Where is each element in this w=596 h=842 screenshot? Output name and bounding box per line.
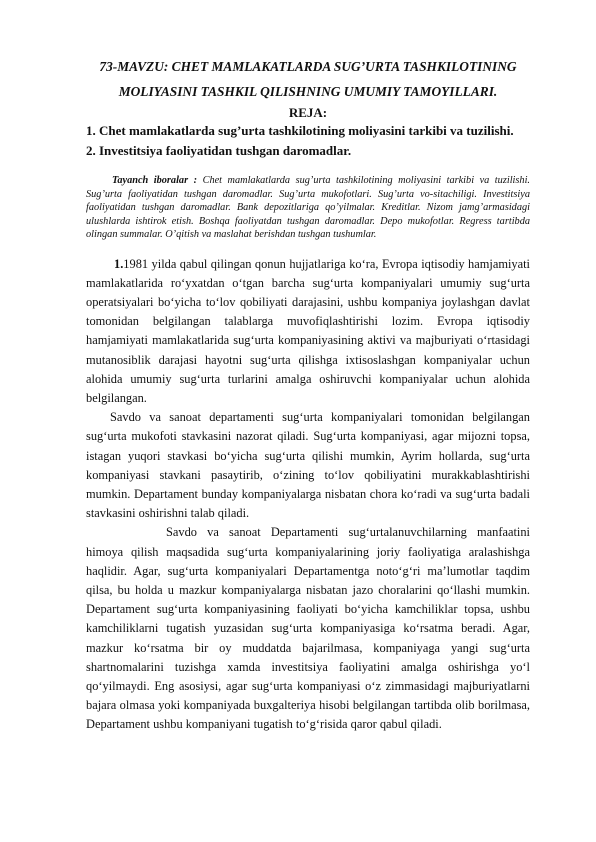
plan-heading: REJA: (288, 105, 328, 120)
lecture-title (86, 54, 530, 104)
document-page (86, 54, 530, 735)
paragraph-2: Savdo va sanoat departamenti sug‘urta kompaniyalari tomonidan belgilangan sug‘urta mukofoti stavkasini nazorat qiladi. Sug‘urta kompaniyasi, agar mijozni topsa, istagan yuqori stavkasi bo‘yicha sug‘urta qilishi mumkin, Ayrim hollarda, sug‘urta kompaniyasi stavkani pasaytirib, o‘zining to‘lov qobiliyatini murakkablashtirishi mumkin. Departament bunday kompaniyalarga nisbatan chora ko‘radi va sug‘urta badali stavkasini oshirishni talab qiladi. (86, 410, 530, 521)
title-line-1: 73-MAVZU: CHET MAMLAKATLARDA SUG’URTA TASHKILOTINING (99, 59, 517, 74)
key-terms (86, 174, 530, 242)
paragraph-number: 1. (114, 256, 124, 271)
title-line-2: MOLIYASINI TASHKIL QILISHNING UMUMIY TAMOYILLARI. (118, 84, 498, 99)
paragraph-1 (86, 255, 530, 409)
plan-item: 1. Chet mamlakatlarda sug’urta tashkilotining moliyasini tarkibi va tuzilishi. (86, 123, 514, 138)
key-terms-label: Tayanch iboralar : (112, 175, 198, 186)
plan-list (86, 121, 530, 160)
paragraph-1-text: 1981 yilda qabul qilingan qonun hujjatlariga ko‘ra, Evropa iqtisodiy hamjamiyati mamlakatlarida ro‘yxatdan o‘tgan barcha sug‘urta kompaniyalari umumiy sug‘urta operatsiyalari bo‘yicha to‘lov qobiliyati darajasini, ushbu kompaniya joylashgan davlat tomonidan belgilangan talablarga muvofiqlashtirishi lozim. Evropa iqtisodiy hamjamiyati mamlakatlarida sug‘urta kompaniyasining aktivi va majburiyati o‘rtasidagi mutanosiblik darajasi hayotni sug‘urta qilishga ixtisoslashgan kompaniyalar uchun alohida umumiy sug‘urta turlarini amalga oshiruvchi kompaniyalar uchun alohida belgilangan. (86, 256, 530, 405)
plan-item: 2. Investitsiya faoliyatidan tushgan daromadlar. (86, 142, 352, 158)
paragraph-3: Savdo va sanoat Departamenti sug‘urtalanuvchilarning manfaatini himoya qilish maqsadida sug‘urta kompaniyalarining joriy faoliyatiga aralashishga haqlidir. Agar, sug‘urta kompaniyalari Departamentga noto‘g‘ri ma’lumotlar taqdim qilsa, bu holda u mazkur kompaniyalarga nisbatan jazo choralarini qo‘llashi mumkin. Departament sug‘urta kompaniyasining faoliyati bo‘yicha kamchiliklar topsa, ushbu kamchiliklarni tugatish yuzasidan sug‘urta kompaniyasiga ko‘rsatma beradi. Agar, mazkur ko‘rsatma bir oy muddatda bajarilmasa, kompaniyaga yangi sug‘urta shartnomalarini tuzishga xamda investitsiya faoliyatini amalga oshirishga yo‘l qo‘yilmaydi. Eng asosiysi, agar sug‘urta kompaniyasi o‘z zimmasidagi majburiyatlarni bajara olmasa yoki kompaniyada buxgalteriya hisobi belgilangan tartibda olib borilmasa, Departament ushbu kompaniyani tugatish to‘g‘risida qaror qabul qiladi. (86, 525, 530, 732)
key-terms-text: Chet mamlakatlarda sug’urta tashkilotining moliyasini tarkibi va tuzilishi. Sug’urta faoliyatidan tushgan daromadlar. Sug’urta mukofotlari. Sug’urta vo-sitachiligi. Investitsiya faoliyatidan tushgan daromadlar. Bank depozitlariga qo’yilmalar. Kreditlar. Nizom jamg’armasidagi ulushlarda ishtirok etish. Boshqa faoliyatdan tushgan daromadlar. Depo mukofotlar. Regress tartibda olingan summalar. O’qitish va maslahat berishdan tushgan tushumlar. (86, 175, 531, 240)
